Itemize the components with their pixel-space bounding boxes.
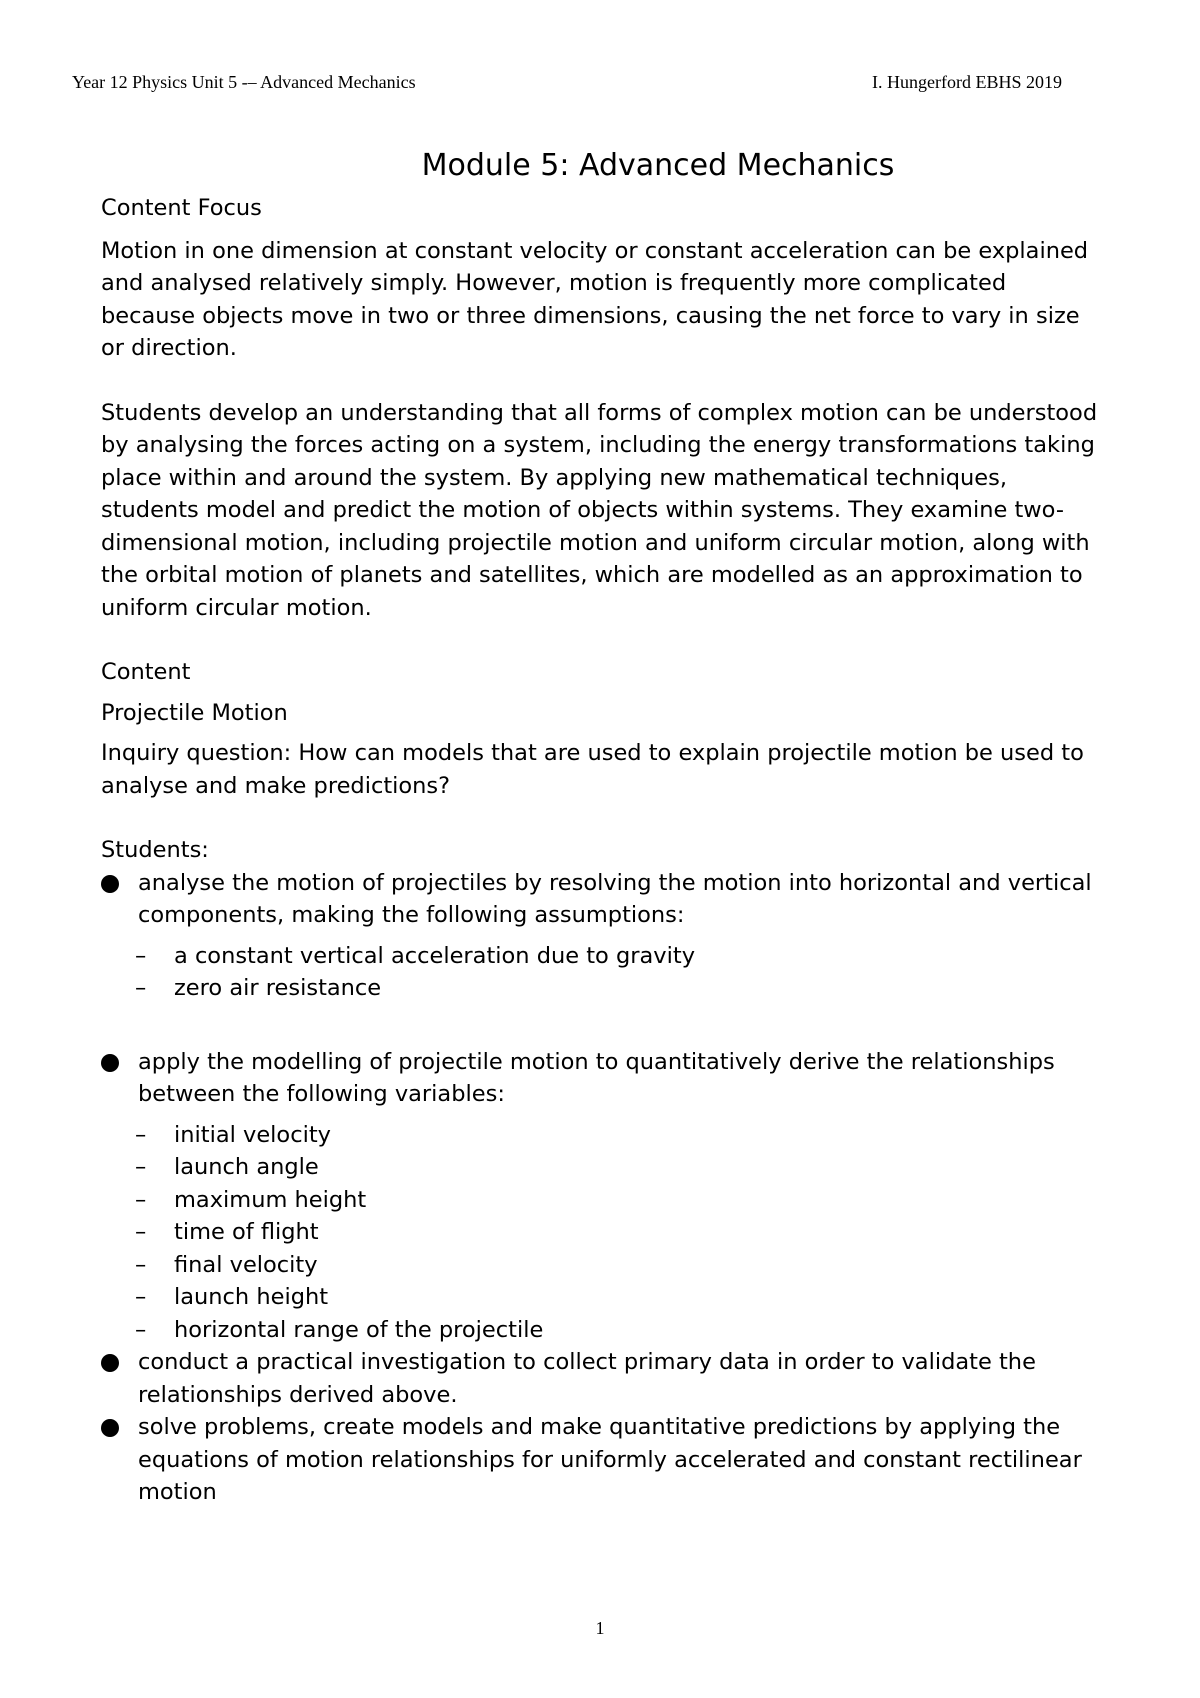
sub-list: [101, 940, 1101, 1005]
header-course-title: Year 12 Physics Unit 5 -– Advanced Mechanics: [72, 72, 416, 92]
sub-list-item: – final velocity: [101, 1249, 1101, 1282]
bullet-icon: [101, 1054, 119, 1072]
list-item: [101, 1046, 1101, 1111]
paragraph-1: Motion in one dimension at constant velocity or constant acceleration can be explained and analysed relatively simply. However, motion is frequently more complicated because objects move in two or three dimensions, causing the net force to vary in size or direction.: [101, 237, 1089, 361]
bullet-text: apply the modelling of projectile motion to quantitatively derive the relationships between the following variables:: [138, 1048, 1055, 1107]
sub-list-item: – initial velocity: [101, 1119, 1101, 1152]
bullet-icon: [101, 1419, 119, 1437]
content-focus-heading: Content Focus: [101, 195, 262, 221]
paragraph-2: Students develop an understanding that all forms of complex motion can be understood by analysing the forces acting on a system, including the energy transformations taking place within and around the system. By applying new mathematical techniques, students model and predict the motion of objects within systems. They examine two-dimensional motion, including projectile motion and uniform circular motion, along with the orbital motion of planets and satellites, which are modelled as an approximation to uniform circular motion.: [101, 399, 1098, 621]
dash-icon: –: [135, 1154, 147, 1180]
sub-list-item: – launch angle: [101, 1151, 1101, 1184]
sub-list-item: – time of flight: [101, 1216, 1101, 1249]
sub-list-item: – horizontal range of the projectile: [101, 1314, 1101, 1347]
dash-icon: –: [135, 1251, 147, 1278]
bullet-text: conduct a practical investigation to collect primary data in order to validate the relationships derived above.: [138, 1349, 1036, 1408]
sub-list-item: – maximum height: [101, 1184, 1101, 1217]
sub-list-item: – launch height: [101, 1281, 1101, 1314]
dash-icon: –: [135, 1186, 147, 1213]
dash-icon: –: [135, 1219, 147, 1245]
sub-list-item: – a constant vertical acceleration due to gravity: [101, 940, 1101, 973]
sub-list-item: – zero air resistance: [101, 972, 1101, 1005]
dash-icon: –: [135, 1121, 147, 1148]
dash-icon: –: [135, 942, 147, 969]
bullet-text: analyse the motion of projectiles by resolving the motion into horizontal and vertical components, making the following assumptions:: [138, 869, 1092, 928]
document-body: [101, 192, 1101, 1509]
sub-list: [101, 1119, 1101, 1347]
students-label: Students:: [101, 837, 209, 863]
dash-icon: –: [135, 1284, 147, 1310]
bullet-text: solve problems, create models and make quantitative predictions by applying the equations of motion relationships for uniformly accelerated and constant rectilinear motion: [138, 1414, 1082, 1505]
page-number: 1: [595, 1618, 605, 1638]
content-heading: Content: [101, 659, 191, 685]
bullet-icon: [101, 875, 119, 893]
page-title: Module 5: Advanced Mechanics: [421, 148, 895, 183]
section-subheading: Projectile Motion: [101, 699, 288, 726]
dash-icon: –: [135, 975, 147, 1001]
dash-icon: –: [135, 1316, 147, 1343]
list-item: [101, 867, 1101, 932]
inquiry-question: Inquiry question: How can models that are used to explain projectile motion be used to analyse and make predictions?: [101, 740, 1084, 799]
list-item: [101, 1346, 1101, 1411]
header-author: I. Hungerford EBHS 2019: [872, 72, 1062, 92]
list-item: [101, 1411, 1101, 1509]
bullet-icon: [101, 1354, 119, 1372]
